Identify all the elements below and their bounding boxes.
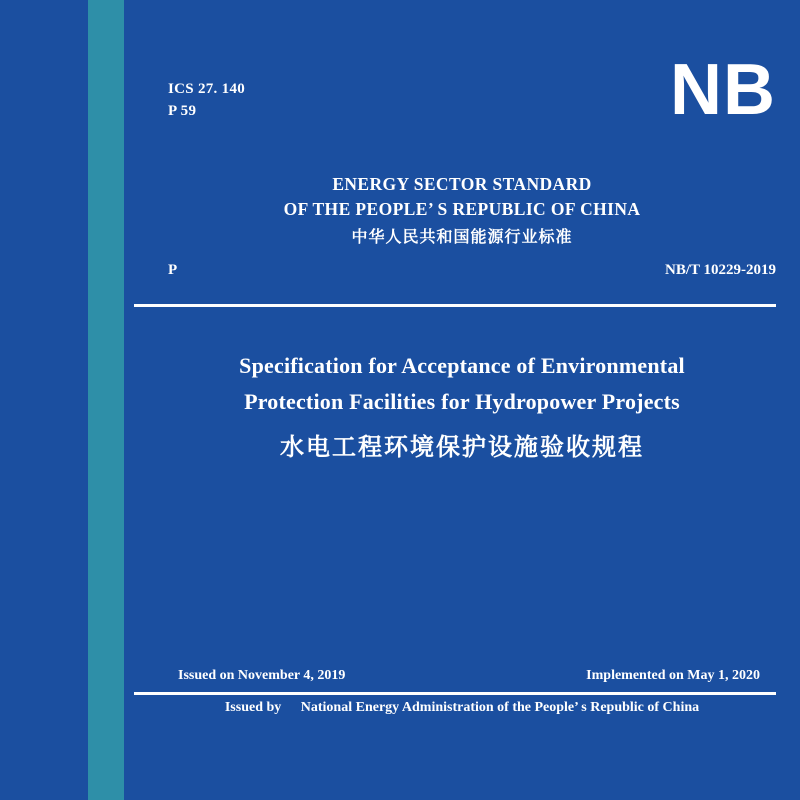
cover-spine-stripe (88, 0, 124, 800)
issued-on-date: Issued on November 4, 2019 (178, 668, 346, 683)
organization-line-en-2: OF THE PEOPLE’ S REPUBLIC OF CHINA (283, 199, 641, 219)
ics-classification-block (168, 78, 245, 122)
implemented-on-date: Implemented on May 1, 2020 (586, 668, 760, 683)
divider-bottom (134, 692, 776, 695)
title-en-line-2: Protection Facilities for Hydropower Projects (244, 389, 680, 414)
ics-number: ICS 27. 140 (168, 81, 246, 97)
category-letter: P (168, 262, 178, 278)
issued-by-name: National Energy Administration of the People’ s Republic of China (300, 700, 700, 715)
issuer-row (124, 700, 800, 716)
classification-code: P 59 (168, 103, 197, 119)
cover-content (124, 0, 800, 800)
divider-top (134, 304, 776, 307)
organization-line-cn: 中华人民共和国能源行业标准 (351, 227, 573, 246)
dates-row (178, 668, 760, 684)
issuing-organization-block (124, 172, 800, 252)
issued-by-label: Issued by (224, 700, 282, 715)
nb-logo: NB (670, 50, 776, 130)
document-title-block (154, 348, 770, 468)
standard-code-row (168, 262, 776, 279)
title-en-line-1: Specification for Acceptance of Environmental (239, 353, 685, 378)
organization-line-en-1: ENERGY SECTOR STANDARD (332, 174, 592, 194)
standard-number: NB/T 10229-2019 (665, 262, 776, 278)
title-cn: 水电工程环境保护设施验收规程 (280, 433, 644, 461)
